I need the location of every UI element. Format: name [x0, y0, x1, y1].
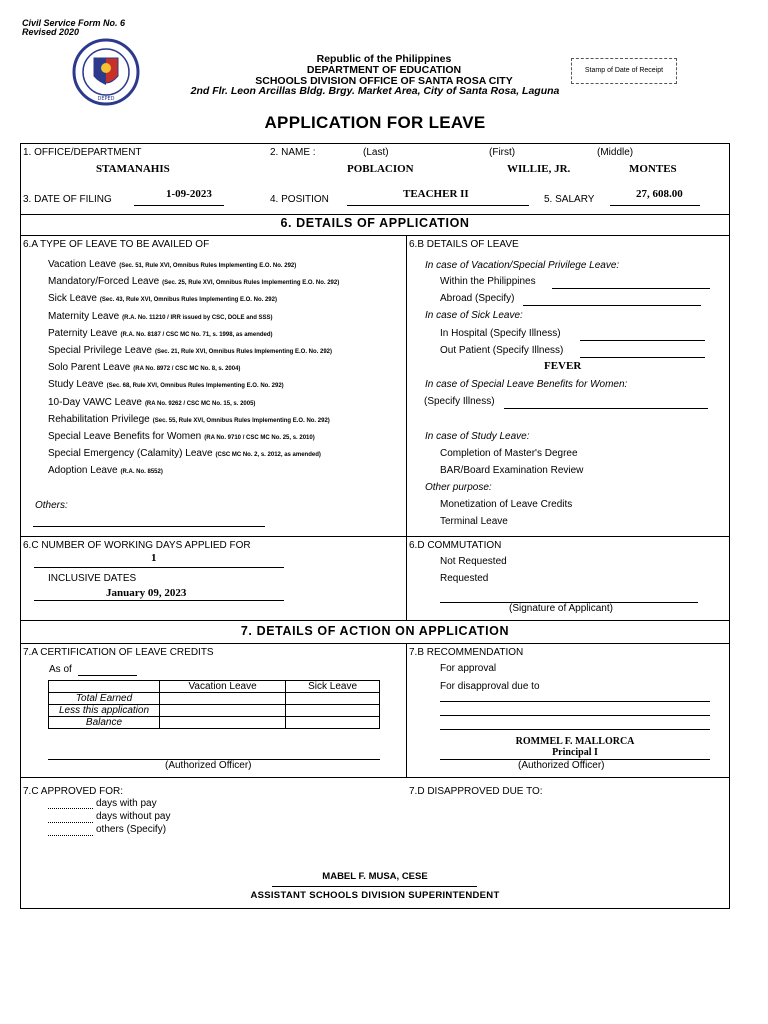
leave-type-option[interactable]	[48, 448, 321, 459]
leave-type-legal-basis: (R.A. No. 8187 / CSC MC No. 71, s. 1998, as amended)	[120, 331, 273, 338]
vacation-case-header: In case of Vacation/Special Privilege Leave:	[425, 260, 620, 271]
monetization-option[interactable]: Monetization of Leave Credits	[440, 499, 573, 510]
header-republic: Republic of the Philippines	[316, 53, 452, 65]
form-code-line1: Civil Service Form No. 6	[22, 18, 126, 28]
leave-type-legal-basis: (RA No. 9710 / CSC MC No. 25, s. 2010)	[204, 435, 315, 441]
cell-vacation-total[interactable]	[160, 693, 286, 705]
leave-type-legal-basis: (Sec. 25, Rule XVI, Omnibus Rules Implementing E.O. No. 292)	[162, 280, 340, 287]
for-approval-option[interactable]: For approval	[440, 663, 497, 674]
inclusive-dates-label: INCLUSIVE DATES	[48, 573, 137, 584]
filing-date-label: 3. DATE OF FILING	[23, 194, 112, 205]
leave-type-legal-basis: (R.A. No. 11210 / IRR issued by CSC, DOLE and SSS)	[122, 314, 273, 321]
position-value[interactable]: TEACHER II	[403, 188, 469, 200]
leave-type-option[interactable]	[48, 414, 330, 425]
leave-type-label: Special Privilege Leave	[48, 345, 152, 356]
svg-text:DEPED: DEPED	[97, 96, 115, 102]
study-case-header: In case of Study Leave:	[425, 431, 530, 442]
row-total-earned: Total Earned	[49, 693, 160, 705]
days-without-pay[interactable]: days without pay	[96, 811, 171, 822]
leave-type-option[interactable]	[48, 293, 277, 304]
leave-type-legal-basis: (Sec. 68, Rule XVI, Omnibus Rules Implementing E.O. No. 292)	[106, 383, 284, 390]
out-patient-option[interactable]: Out Patient (Specify Illness)	[440, 345, 564, 356]
position-label: 4. POSITION	[270, 194, 329, 205]
leave-type-legal-basis: (Sec. 51, Rule XVI, Omnibus Rules Implementing E.O. No. 292)	[119, 263, 297, 269]
recommending-signatory-name: ROMMEL F. MALLORCA	[515, 736, 635, 747]
leave-type-option[interactable]	[48, 311, 273, 322]
header-division: SCHOOLS DIVISION OFFICE OF SANTA ROSA CITY	[255, 75, 513, 87]
applicant-signature-label: (Signature of Applicant)	[509, 603, 613, 614]
leave-type-label: Mandatory/Forced Leave	[48, 276, 160, 288]
leave-type-option[interactable]	[48, 465, 163, 476]
days-with-pay[interactable]: days with pay	[96, 798, 157, 809]
leave-type-label: Rehabilitation Privilege	[48, 413, 150, 425]
masters-degree-option[interactable]: Completion of Master's Degree	[440, 448, 578, 459]
leave-type-label: Vacation Leave	[48, 259, 117, 270]
leave-type-option[interactable]	[48, 379, 284, 390]
illness-value[interactable]: FEVER	[544, 360, 582, 372]
others-label: Others:	[35, 500, 68, 511]
filing-date-value[interactable]: 1-09-2023	[166, 188, 212, 200]
7d-title: 7.D DISAPPROVED DUE TO:	[409, 786, 543, 797]
page-title: APPLICATION FOR LEAVE	[264, 113, 486, 132]
header-department: DEPARTMENT OF EDUCATION	[306, 64, 462, 76]
leave-type-label: 10-Day VAWC Leave	[48, 396, 142, 408]
7c-title: 7.C APPROVED FOR:	[23, 786, 124, 797]
6d-title: 6.D COMMUTATION	[409, 540, 502, 551]
recommending-signatory-title: Principal I	[552, 747, 598, 758]
first-name-value[interactable]: WILLIE, JR.	[507, 163, 571, 175]
7b-title: 7.B RECOMMENDATION	[409, 647, 524, 658]
leave-type-label: Solo Parent Leave	[48, 362, 131, 374]
final-signatory-title: ASSISTANT SCHOOLS DIVISION SUPERINTENDENT	[250, 890, 500, 901]
6c-title: 6.C NUMBER OF WORKING DAYS APPLIED FOR	[23, 540, 251, 551]
cell-sick-balance[interactable]	[286, 717, 380, 729]
leave-type-option[interactable]	[48, 431, 315, 442]
terminal-leave-option[interactable]: Terminal Leave	[440, 516, 508, 527]
6b-title: 6.B DETAILS OF LEAVE	[409, 239, 519, 250]
last-name-label: (Last)	[363, 147, 389, 158]
bar-review-option[interactable]: BAR/Board Examination Review	[440, 465, 584, 476]
form-code-line2: Revised 2020	[22, 27, 80, 37]
middle-name-value[interactable]: MONTES	[629, 163, 677, 175]
leave-type-legal-basis: (R.A. No. 8552)	[120, 469, 163, 476]
7a-title: 7.A CERTIFICATION OF LEAVE CREDITS	[23, 647, 214, 658]
in-hospital-option[interactable]: In Hospital (Specify Illness)	[440, 328, 561, 339]
cell-vacation-balance[interactable]	[160, 717, 286, 729]
as-of-label: As of	[49, 664, 72, 675]
office-label: 1. OFFICE/DEPARTMENT	[23, 147, 142, 158]
cell-sick-total[interactable]	[286, 693, 380, 705]
col-vacation-leave: Vacation Leave	[160, 681, 286, 693]
leave-type-legal-basis: (Sec. 21, Rule XVI, Omnibus Rules Implementing E.O. No. 292)	[154, 349, 332, 355]
salary-label: 5. SALARY	[544, 194, 595, 205]
abroad-option[interactable]: Abroad (Specify)	[440, 293, 515, 304]
first-name-label: (First)	[489, 147, 516, 158]
leave-type-legal-basis: (RA No. 9262 / CSC MC No. 15, s. 2005)	[144, 400, 256, 407]
row-balance: Balance	[49, 717, 160, 729]
women-specify-illness[interactable]: (Specify Illness)	[424, 396, 495, 407]
leave-type-option[interactable]	[48, 362, 240, 373]
middle-name-label: (Middle)	[597, 147, 634, 158]
header-address: 2nd Flr. Leon Arcillas Bldg. Brgy. Market Area, City of Santa Rosa, Laguna	[190, 85, 560, 97]
inclusive-dates-value[interactable]: January 09, 2023	[106, 587, 187, 599]
section-6-title: 6. DETAILS OF APPLICATION	[280, 216, 470, 230]
7a-officer-label: (Authorized Officer)	[165, 760, 252, 771]
salary-value[interactable]: 27, 608.00	[636, 188, 683, 200]
other-purpose-header: Other purpose:	[425, 482, 492, 493]
leave-type-label: Paternity Leave	[48, 327, 118, 339]
stamp-receipt-box: Stamp of Date of Receipt	[571, 58, 677, 84]
women-case-header: In case of Special Leave Benefits for Women:	[425, 379, 628, 390]
leave-type-label: Special Emergency (Calamity) Leave	[48, 448, 213, 460]
section-7-title: 7. DETAILS OF ACTION ON APPLICATION	[240, 624, 510, 638]
leave-type-label: Adoption Leave	[48, 465, 118, 477]
others-specify[interactable]: others (Specify)	[96, 824, 167, 835]
for-disapproval-option[interactable]: For disapproval due to	[440, 681, 540, 692]
cell-vacation-less[interactable]	[160, 705, 286, 717]
leave-credits-table	[48, 680, 380, 729]
col-sick-leave: Sick Leave	[286, 681, 380, 693]
7b-officer-label: (Authorized Officer)	[518, 760, 605, 771]
leave-type-option[interactable]	[48, 276, 339, 287]
leave-type-label: Special Leave Benefits for Women	[48, 431, 202, 442]
leave-type-option[interactable]	[48, 345, 332, 356]
leave-type-label: Sick Leave	[48, 293, 97, 305]
final-signatory-name: MABEL F. MUSA, CESE	[322, 871, 428, 882]
office-value[interactable]: STAMANAHIS	[96, 163, 170, 175]
not-requested-option[interactable]: Not Requested	[440, 556, 507, 567]
within-philippines-option[interactable]: Within the Philippines	[440, 276, 536, 287]
last-name-value[interactable]: POBLACION	[347, 163, 414, 175]
leave-type-option[interactable]	[48, 328, 273, 339]
leave-type-option[interactable]	[48, 397, 255, 408]
leave-type-label: Study Leave	[48, 379, 104, 391]
working-days-value[interactable]: 1	[151, 552, 157, 564]
sick-case-header: In case of Sick Leave:	[425, 310, 523, 321]
leave-type-legal-basis: (Sec. 43, Rule XVI, Omnibus Rules Implementing E.O. No. 292)	[99, 297, 277, 304]
requested-option[interactable]: Requested	[440, 573, 489, 584]
leave-type-legal-basis: (Sec. 55, Rule XVI, Omnibus Rules Implementing E.O. No. 292)	[152, 417, 330, 424]
leave-type-label: Maternity Leave	[48, 310, 120, 322]
6a-title: 6.A TYPE OF LEAVE TO BE AVAILED OF	[23, 239, 210, 250]
name-label: 2. NAME :	[270, 147, 316, 158]
cell-sick-less[interactable]	[286, 705, 380, 717]
leave-type-legal-basis: (RA No. 8972 / CSC MC No. 8, s. 2004)	[133, 366, 241, 373]
leave-type-option[interactable]	[48, 259, 296, 270]
leave-type-legal-basis: (CSC MC No. 2, s. 2012, as amended)	[215, 452, 321, 459]
row-less-application: Less this application	[49, 705, 160, 717]
